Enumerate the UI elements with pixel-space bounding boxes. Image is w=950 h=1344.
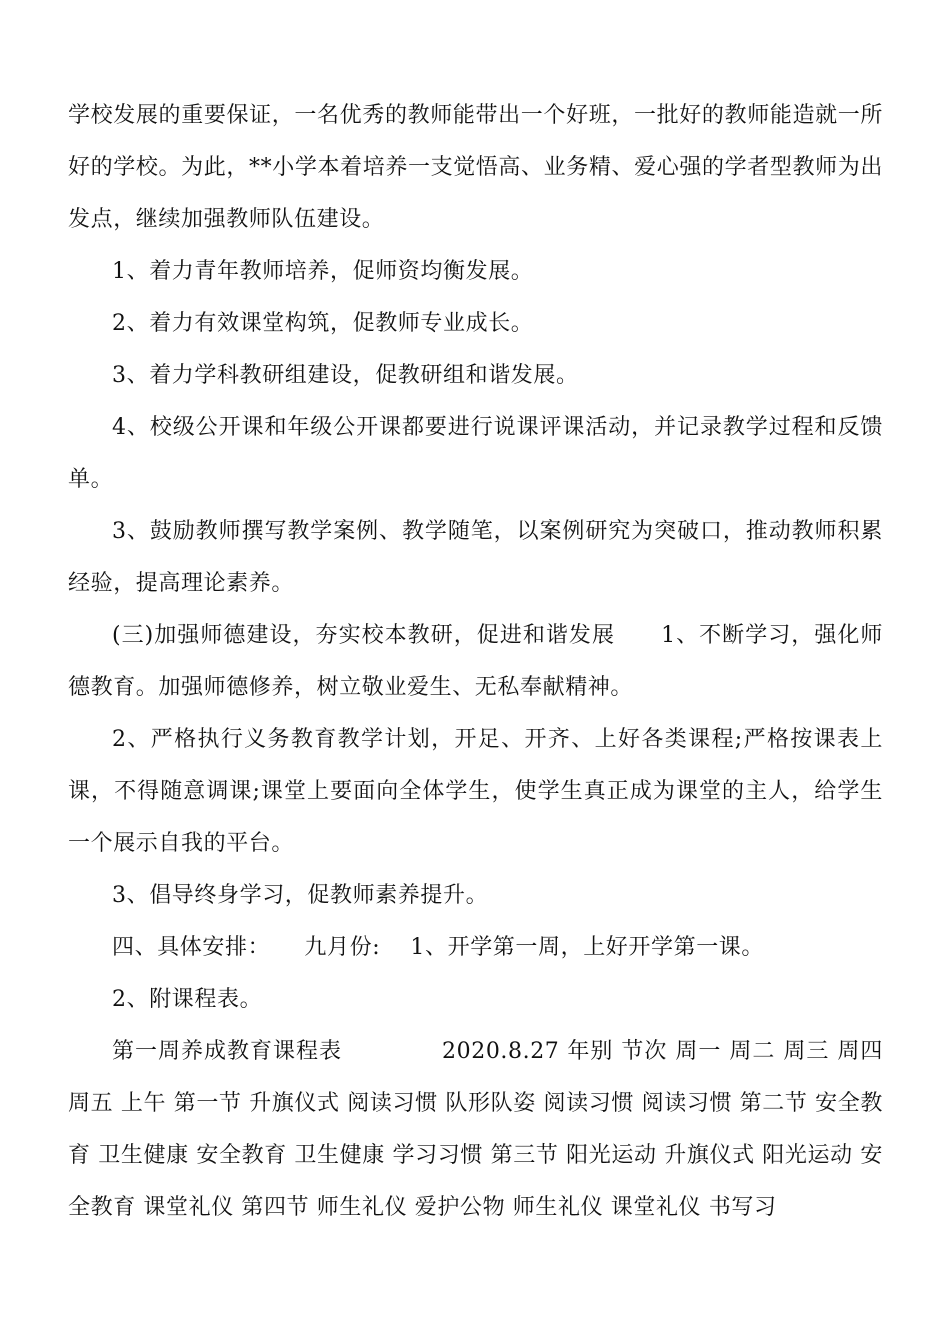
paragraph-item-1: 1、着力青年教师培养，促师资均衡发展。 [112, 259, 534, 284]
paragraph-attach-timetable: 2、附课程表。 [112, 987, 263, 1012]
document-body [68, 90, 883, 1234]
paragraph-timetable-text: 第一周养成教育课程表 2020.8.27 年别 节次 周一 周二 周三 周四 周五 上午 第一节 升旗仪式 阅读习惯 队形队姿 阅读习惯 阅读习惯 第二节 安全教育 卫生健康 安全教育 卫生健康 学习习惯 第三节 阳光运动 升旗仪式 阳光运动 安全教育 课堂礼仪 第四节 师生礼仪 爱护公物 师生礼仪 课堂礼仪 书写习 [68, 1039, 883, 1220]
paragraph-item-3: 3、着力学科教研组建设，促教研组和谐发展。 [112, 363, 579, 388]
paragraph-lifelong-learning: 3、倡导终身学习，促教师素养提升。 [112, 883, 489, 908]
paragraph-curriculum: 2、严格执行义务教育教学计划，开足、开齐、上好各类课程;严格按课表上课，不得随意调课;课堂上要面向全体学生，使学生真正成为课堂的主人，给学生一个展示自我的平台。 [68, 727, 883, 856]
paragraph-teacher-team: 学校发展的重要保证，一名优秀的教师能带出一个好班，一批好的教师能造就一所好的学校。为此，**小学本着培养一支觉悟高、业务精、爱心强的学者型教师为出发点，继续加强教师队伍建设。 [68, 103, 883, 232]
paragraph-section-three: (三)加强师德建设，夯实校本教研，促进和谐发展 1、不断学习，强化师德教育。加强师德修养，树立敬业爱生、无私奉献精神。 [68, 623, 883, 700]
paragraph-schedule-heading: 四、具体安排： 九月份: 1、开学第一周，上好开学第一课。 [112, 935, 765, 960]
paragraph-item-5: 3、鼓励教师撰写教学案例、教学随笔，以案例研究为突破口，推动教师积累经验，提高理论素养。 [68, 519, 883, 596]
paragraph-item-2: 2、着力有效课堂构筑，促教师专业成长。 [112, 311, 534, 336]
paragraph-item-4: 4、校级公开课和年级公开课都要进行说课评课活动，并记录教学过程和反馈单。 [68, 415, 883, 492]
